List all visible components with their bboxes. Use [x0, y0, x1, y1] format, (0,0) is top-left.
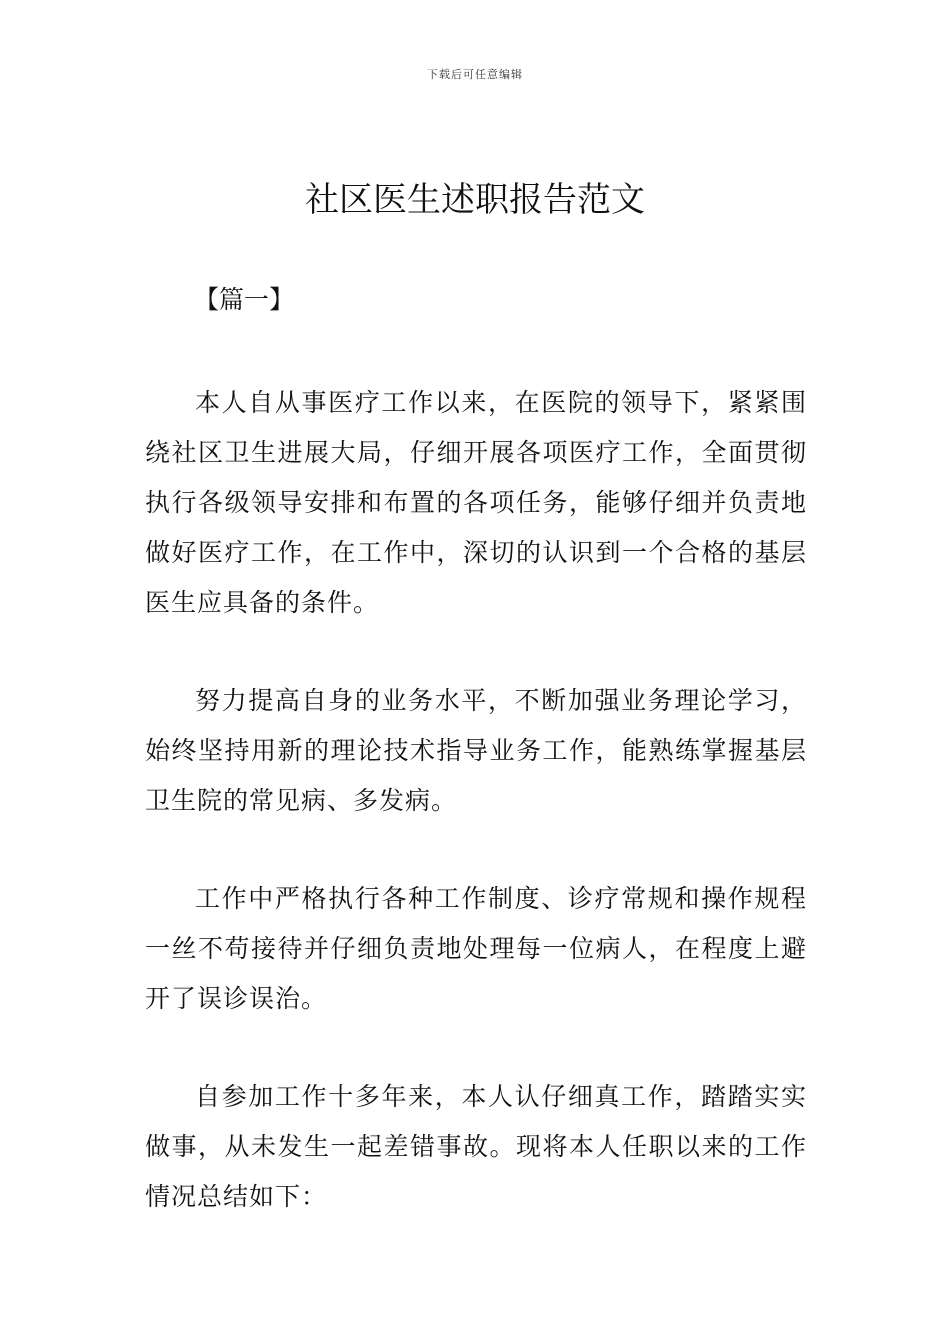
section-label: 【篇一】 [194, 285, 295, 314]
page-title: 社区医生述职报告范文 [305, 180, 645, 220]
paragraph-3: 工作中严格执行各种工作制度、诊疗常规和操作规程一丝不苟接待并仔细负责地处理每一位病人，在程度上避开了误诊误治。 [145, 884, 807, 1013]
document-body [145, 378, 807, 1270]
paragraph-1: 本人自从事医疗工作以来，在医院的领导下，紧紧围绕社区卫生进展大局，仔细开展各项医疗工作，全面贯彻执行各级领导安排和布置的各项任务，能够仔细并负责地做好医疗工作，在工作中，深切的认识到一个合格的基层医生应具备的条件。 [145, 388, 807, 617]
paragraph-2: 努力提高自身的业务水平，不断加强业务理论学习，始终坚持用新的理论技术指导业务工作，能熟练掌握基层卫生院的常见病、多发病。 [145, 686, 807, 815]
header-note: 下载后可任意编辑 [427, 68, 523, 81]
paragraph-4: 自参加工作十多年来，本人认仔细真工作，踏踏实实做事，从未发生一起差错事故。现将本人任职以来的工作情况总结如下： [145, 1082, 807, 1211]
